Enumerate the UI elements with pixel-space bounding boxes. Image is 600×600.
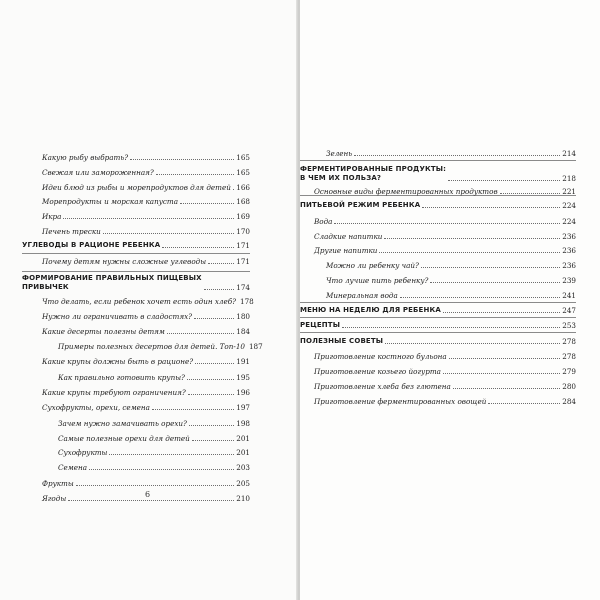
toc-page-number: 171: [236, 257, 250, 266]
toc-entry[interactable]: [326, 276, 576, 285]
dot-leader: [385, 342, 560, 344]
toc-section-heading[interactable]: [300, 321, 576, 330]
toc-entry[interactable]: [58, 342, 263, 351]
toc-entry-title: Что делать, если ребенок хочет есть один хлеб?: [42, 297, 237, 306]
dot-leader: [500, 192, 561, 194]
toc-page-number: 174: [236, 283, 250, 292]
dot-leader: [156, 173, 235, 175]
toc-entry[interactable]: [42, 227, 250, 236]
dot-leader: [188, 393, 235, 395]
toc-entry-title: Ягоды: [42, 494, 67, 503]
dot-leader: [334, 222, 560, 224]
toc-entry[interactable]: [42, 327, 250, 336]
dot-leader: [453, 387, 560, 389]
toc-entry-title: Свежая или замороженная?: [42, 168, 154, 177]
toc-entry-title: Зачем нужно замачивать орехи?: [58, 419, 187, 428]
toc-page-number: 171: [236, 241, 250, 250]
left-page: [0, 0, 298, 600]
dot-leader: [63, 217, 234, 219]
toc-section-heading[interactable]: [22, 241, 250, 250]
dot-leader: [89, 468, 234, 470]
dot-leader: [204, 288, 235, 290]
toc-entry[interactable]: [58, 463, 250, 472]
toc-page-number: 203: [236, 463, 250, 472]
dot-leader: [192, 439, 234, 441]
dot-leader: [379, 251, 560, 253]
toc-entry-title: Фрукты: [42, 479, 74, 488]
toc-entry-title: ПОЛЕЗНЫЕ СОВЕТЫ: [300, 337, 384, 345]
toc-entry-title: Сладкие напитки: [314, 232, 383, 241]
toc-page-number: 247: [562, 306, 576, 315]
toc-entry[interactable]: [314, 232, 576, 241]
toc-entry-title: Основные виды ферментированных продуктов: [314, 187, 498, 196]
toc-entry[interactable]: [42, 357, 250, 366]
dot-leader: [167, 332, 234, 334]
toc-entry-title: Нужно ли ограничивать в сладостях?: [42, 312, 192, 321]
toc-page-number: 165: [236, 153, 250, 162]
section-divider-line: [300, 332, 576, 333]
toc-entry[interactable]: [42, 479, 250, 488]
toc-entry[interactable]: [314, 382, 576, 391]
toc-entry-title: МЕНЮ НА НЕДЕЛЮ ДЛЯ РЕБЕНКА: [300, 306, 441, 314]
toc-entry-title: ФЕРМЕНТИРОВАННЫЕ ПРОДУКТЫ: В ЧЕМ ИХ ПОЛЬЗА?: [300, 165, 447, 182]
toc-entry-title: Печень трески: [42, 227, 101, 236]
toc-page-number: 170: [236, 227, 250, 236]
toc-page-number: 197: [236, 403, 250, 412]
toc-entry-title: Идеи блюд из рыбы и морепродуктов для детей: [42, 183, 231, 192]
dot-leader: [443, 311, 560, 313]
dot-leader: [422, 206, 560, 208]
toc-page-number: 196: [236, 388, 250, 397]
section-divider-line: [22, 253, 250, 254]
section-divider-line: [300, 317, 576, 318]
toc-entry-title: Какие крупы требуют ограничения?: [42, 388, 186, 397]
dot-leader: [187, 378, 234, 380]
dot-leader: [488, 402, 560, 404]
toc-section-heading[interactable]: [22, 274, 250, 292]
toc-entry-title: Икра: [42, 212, 62, 221]
toc-entry[interactable]: [314, 217, 576, 226]
dot-leader: [233, 188, 234, 190]
toc-page-number: 165: [236, 168, 250, 177]
toc-entry-title: ФОРМИРОВАНИЕ ПРАВИЛЬНЫХ ПИЩЕВЫХ ПРИВЫЧЕК: [22, 274, 202, 291]
dot-leader: [68, 499, 234, 501]
toc-section-heading[interactable]: [300, 165, 576, 183]
toc-entry-title: Минеральная вода: [326, 291, 398, 300]
toc-page-number: 191: [236, 357, 250, 366]
toc-entry-title: Почему детям нужны сложные углеводы: [42, 257, 207, 266]
page-folio: 6: [145, 490, 151, 499]
toc-section-heading[interactable]: [300, 306, 576, 315]
dot-leader: [208, 262, 234, 264]
toc-entry[interactable]: [42, 388, 250, 397]
toc-section-heading[interactable]: [300, 337, 576, 346]
toc-entry-title: РЕЦЕПТЫ: [300, 321, 341, 329]
toc-entry[interactable]: [314, 187, 576, 196]
toc-page-number: 180: [236, 312, 250, 321]
dot-leader: [162, 246, 234, 248]
dot-leader: [449, 357, 561, 359]
toc-entry[interactable]: [314, 367, 576, 376]
toc-page-number: 187: [248, 342, 263, 351]
toc-entry[interactable]: [58, 419, 250, 428]
toc-entry[interactable]: [326, 261, 576, 270]
toc-entry-title: Приготовление костного бульона: [314, 352, 447, 361]
dot-leader: [195, 362, 234, 364]
toc-page-number: 214: [562, 149, 576, 158]
toc-entry-title: Самые полезные орехи для детей: [58, 434, 190, 443]
toc-page-number: 253: [562, 321, 576, 330]
dot-leader: [194, 317, 234, 319]
dot-leader: [189, 424, 234, 426]
toc-page-number: 201: [236, 434, 250, 443]
toc-entry-title: Приготовление козьего йогурта: [314, 367, 441, 376]
toc-entry-title: Какую рыбу выбрать?: [42, 153, 129, 162]
toc-page-number: 166: [236, 183, 250, 192]
dot-leader: [103, 232, 234, 234]
toc-entry-title: Другие напитки: [314, 246, 378, 255]
toc-entry-title: Можно ли ребенку чай?: [326, 261, 419, 270]
dot-leader: [180, 202, 234, 204]
toc-page-number: 178: [240, 297, 254, 306]
toc-entry[interactable]: [42, 183, 250, 192]
dot-leader: [443, 372, 560, 374]
toc-entry[interactable]: [42, 312, 250, 321]
dot-leader: [130, 158, 234, 160]
toc-page-number: 205: [236, 479, 250, 488]
toc-entry-title: Приготовление хлеба без глютена: [314, 382, 451, 391]
toc-page-number: 278: [562, 352, 576, 361]
toc-page-number: 224: [562, 217, 576, 226]
toc-entry-title: Какие крупы должны быть в рационе?: [42, 357, 194, 366]
toc-page-number: 278: [562, 337, 576, 346]
toc-entry[interactable]: [42, 257, 250, 266]
toc-entry[interactable]: [326, 149, 576, 158]
toc-entry[interactable]: [314, 246, 576, 255]
toc-page-number: 198: [236, 419, 250, 428]
dot-leader: [384, 237, 560, 239]
toc-page-number: 210: [236, 494, 250, 503]
toc-entry-title: ПИТЬЕВОЙ РЕЖИМ РЕБЕНКА: [300, 201, 421, 209]
dot-leader: [109, 453, 234, 455]
toc-section-heading[interactable]: [300, 201, 576, 210]
section-divider-line: [22, 271, 250, 272]
toc-page-number: 201: [236, 448, 250, 457]
toc-entry[interactable]: [314, 397, 576, 406]
toc-entry-title: Что лучше пить ребенку?: [326, 276, 429, 285]
dot-leader: [430, 281, 560, 283]
section-divider-line: [300, 302, 576, 303]
right-page: [300, 0, 600, 600]
toc-page-number: 284: [562, 397, 576, 406]
toc-entry[interactable]: [42, 168, 250, 177]
toc-entry-title: Сухофрукты: [58, 448, 108, 457]
toc-entry-title: Приготовление ферментированных овощей: [314, 397, 487, 406]
toc-page-number: 168: [236, 197, 250, 206]
toc-page-number: 236: [562, 261, 576, 270]
toc-entry[interactable]: [314, 352, 576, 361]
toc-page-number: 218: [562, 174, 576, 183]
toc-page-number: 236: [562, 232, 576, 241]
toc-entry[interactable]: [58, 373, 250, 382]
dot-leader: [76, 484, 235, 486]
toc-entry-title: Как правильно готовить крупы?: [58, 373, 185, 382]
toc-entry[interactable]: [42, 212, 250, 221]
toc-entry-title: Сухофрукты, орехи, семена: [42, 403, 150, 412]
toc-entry-title: УГЛЕВОДЫ В РАЦИОНЕ РЕБЕНКА: [22, 241, 161, 249]
toc-page-number: 221: [562, 187, 576, 196]
toc-page-number: 280: [562, 382, 576, 391]
dot-leader: [152, 408, 234, 410]
toc-page-number: 239: [562, 276, 576, 285]
toc-page-number: 195: [236, 373, 250, 382]
toc-page-number: 169: [236, 212, 250, 221]
toc-entry[interactable]: [42, 403, 250, 412]
toc-entry[interactable]: [42, 153, 250, 162]
toc-entry-title: Какие десерты полезны детям: [42, 327, 165, 336]
dot-leader: [342, 326, 560, 328]
toc-entry[interactable]: [42, 197, 250, 206]
dot-leader: [448, 179, 560, 181]
toc-page-number: 224: [562, 201, 576, 210]
section-divider-line: [300, 160, 576, 161]
toc-entry[interactable]: [58, 434, 250, 443]
toc-page-number: 184: [236, 327, 250, 336]
toc-entry-title: Зелень: [326, 149, 353, 158]
toc-page-number: 236: [562, 246, 576, 255]
toc-entry-title: Семена: [58, 463, 87, 472]
toc-entry-title: Вода: [314, 217, 333, 226]
toc-entry[interactable]: [42, 297, 254, 306]
toc-page-number: 241: [562, 291, 576, 300]
dot-leader: [400, 296, 561, 298]
toc-page-number: 279: [562, 367, 576, 376]
toc-entry-title: Примеры полезных десертов для детей. Топ-10: [58, 342, 245, 351]
dot-leader: [421, 266, 560, 268]
toc-entry[interactable]: [326, 291, 576, 300]
toc-entry[interactable]: [58, 448, 250, 457]
dot-leader: [354, 154, 560, 156]
toc-entry-title: Морепродукты и морская капуста: [42, 197, 179, 206]
